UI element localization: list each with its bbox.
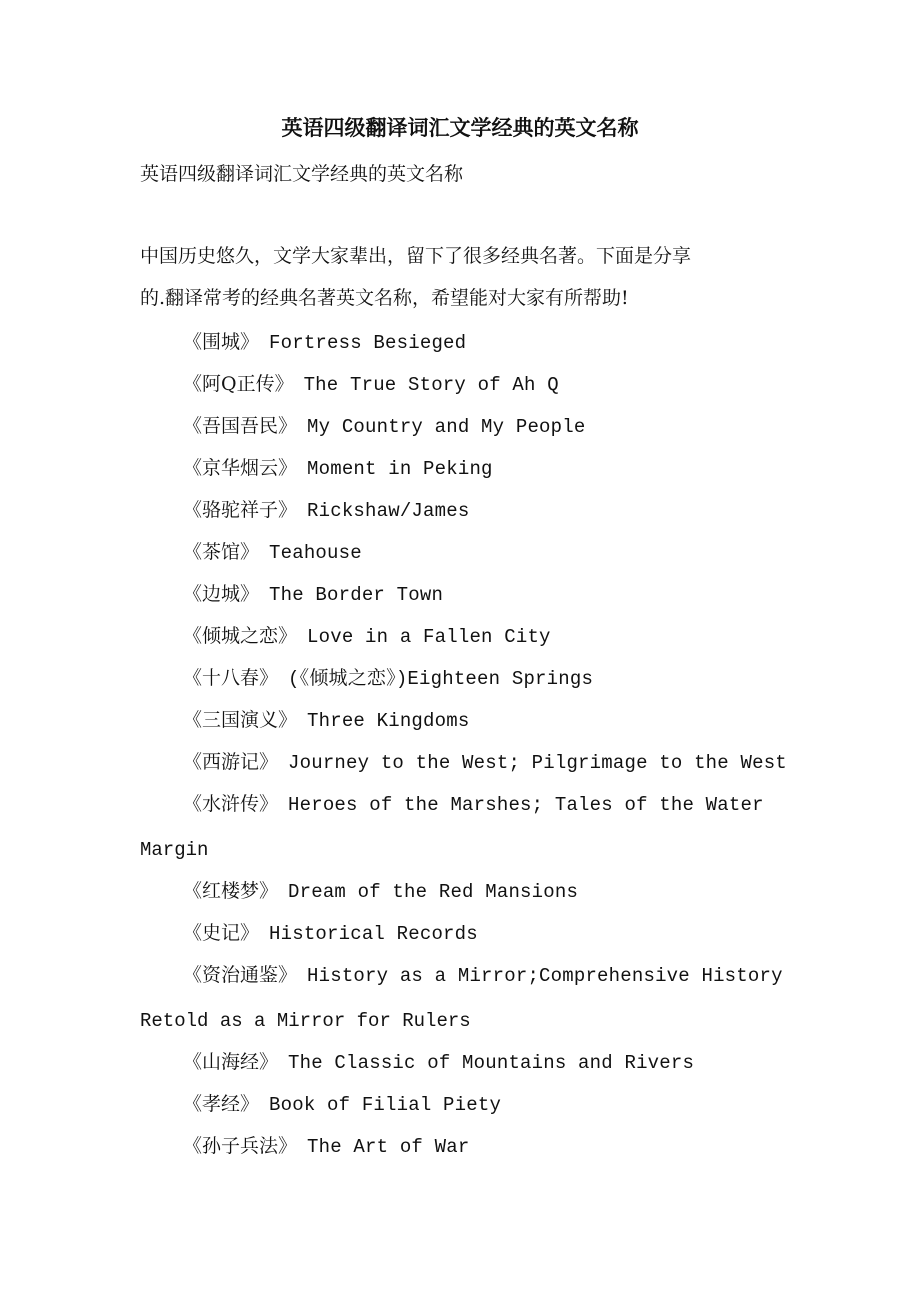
list-item <box>140 580 800 622</box>
chinese-title: 《边城》 <box>183 583 260 605</box>
chinese-title: 《西游记》 <box>183 751 279 773</box>
english-title: Book of Filial Piety <box>269 1094 502 1116</box>
document-title: 英语四级翻译词汇文学经典的英文名称 <box>281 115 639 140</box>
list-item <box>140 328 800 370</box>
english-title: Fortress Besieged <box>269 332 467 354</box>
chinese-title: 《孙子兵法》 <box>183 1135 298 1157</box>
list-item <box>140 1090 800 1132</box>
english-title: Heroes of the Marshes; Tales of the Water <box>288 794 764 816</box>
list-item <box>140 790 800 877</box>
english-title: History as a Mirror;Comprehensive History <box>307 965 783 987</box>
english-title: My Country and My People <box>307 416 586 438</box>
english-title: Historical Records <box>269 923 478 945</box>
english-title: Journey to the West; Pilgrimage to the West <box>288 752 787 774</box>
english-title: The Border Town <box>269 584 444 606</box>
list-item <box>140 919 800 961</box>
list-item <box>140 664 800 706</box>
list-item <box>140 412 800 454</box>
list-item <box>140 706 800 748</box>
book-title-list <box>140 328 800 1174</box>
english-title: Teahouse <box>269 542 362 564</box>
english-title-continuation: Margin <box>140 839 209 861</box>
list-item <box>140 1132 800 1174</box>
list-item <box>140 538 800 580</box>
list-item <box>140 370 800 412</box>
english-title: Dream of the Red Mansions <box>288 881 579 903</box>
english-title: (《倾城之恋》)Eighteen Springs <box>288 668 594 690</box>
list-item <box>140 454 800 496</box>
chinese-title: 《茶馆》 <box>183 541 260 563</box>
english-title: Three Kingdoms <box>307 710 470 732</box>
english-title: Moment in Peking <box>307 458 493 480</box>
chinese-title: 《吾国吾民》 <box>183 415 298 437</box>
chinese-title: 《倾城之恋》 <box>183 625 298 647</box>
chinese-title: 《十八春》 <box>183 667 279 689</box>
list-item <box>140 1048 800 1090</box>
english-title: The True Story of Ah Q <box>303 374 559 396</box>
english-title: Love in a Fallen City <box>307 626 551 648</box>
chinese-title: 《围城》 <box>183 331 260 353</box>
chinese-title: 《水浒传》 <box>183 793 279 815</box>
list-item <box>140 622 800 664</box>
intro-line: 中国历史悠久，文学大家辈出，留下了很多经典名著。下面是分享 <box>140 245 692 267</box>
chinese-title: 《史记》 <box>183 922 260 944</box>
english-title: Rickshaw/James <box>307 500 470 522</box>
chinese-title: 《骆驼祥子》 <box>183 499 298 521</box>
document-subtitle: 英语四级翻译词汇文学经典的英文名称 <box>140 163 464 185</box>
chinese-title: 《孝经》 <box>183 1093 260 1115</box>
chinese-title: 《山海经》 <box>183 1051 279 1073</box>
chinese-title: 《红楼梦》 <box>183 880 279 902</box>
chinese-title: 《资治通鉴》 <box>183 964 298 986</box>
list-item <box>140 748 800 790</box>
english-title-continuation: Retold as a Mirror for Rulers <box>140 1010 471 1032</box>
chinese-title: 《阿Q正传》 <box>183 373 294 395</box>
english-title: The Classic of Mountains and Rivers <box>288 1052 695 1074</box>
intro-paragraph <box>140 242 780 313</box>
intro-line: 的.翻译常考的经典名著英文名称，希望能对大家有所帮助! <box>140 287 629 309</box>
chinese-title: 《三国演义》 <box>183 709 298 731</box>
list-item <box>140 877 800 919</box>
english-title: The Art of War <box>307 1136 470 1158</box>
chinese-title: 《京华烟云》 <box>183 457 298 479</box>
list-item <box>140 496 800 538</box>
list-item <box>140 961 800 1048</box>
